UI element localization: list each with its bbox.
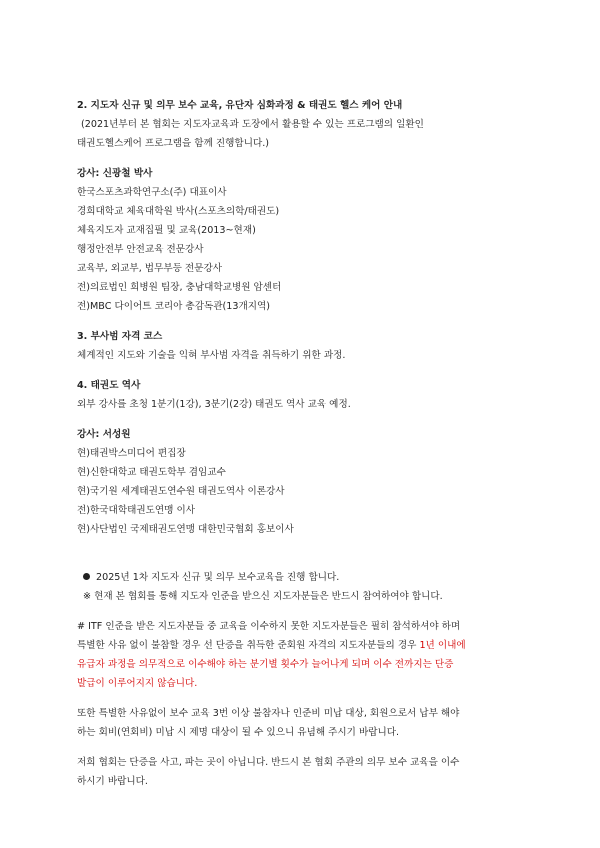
instructor-2-credential: 현)신한대학교 태권도학부 겸임교수 — [77, 467, 226, 478]
para-3-line-2: 하시기 바랍니다. — [77, 776, 148, 787]
instructor-1-credential: 경희대학교 체육대학원 박사(스포츠의학/태권도) — [77, 206, 280, 217]
instructor-1-credential: 행정안전부 안전교육 전문강사 — [77, 244, 204, 255]
para-1-line-2-text: 특별한 사유 없이 불참할 경우 선 단증을 취득한 준회원 자격의 지도자분들의 경우 — [77, 640, 420, 651]
instructor-2-credential: 현)사단법인 국제태권도연맹 대한민국협회 홍보이사 — [77, 524, 294, 535]
instructor-2-credential: 현)태권박스미디어 편집장 — [77, 448, 186, 459]
section-2-note-line-1: (2021년부터 본 협회는 지도자교육과 도장에서 활용할 수 있는 프로그램의 일환인 — [81, 119, 424, 130]
instructor-1-credential: 한국스포츠과학연구소(주) 대표이사 — [77, 187, 227, 198]
instructor-1-credential: 전)의료법인 희병원 팀장, 충남대학교병원 암센터 — [77, 282, 282, 293]
instructor-2-credential: 전)한국대학태권도연맹 이사 — [77, 505, 196, 516]
para-3-line-1: 저희 협회는 단증을 사고, 파는 곳이 아닙니다. 반드시 본 협회 주관의 의무 보수 교육을 이수 — [77, 757, 460, 768]
para-2-line-2: 하는 회비(연회비) 미납 시 제명 대상이 될 수 있으니 유념해 주시기 바랍니다. — [77, 727, 400, 738]
notice-bullet-line — [83, 568, 560, 587]
para-1-line-4: 발급이 이루어지지 않습니다. — [77, 678, 198, 689]
para-1-line-1: # ITF 인준을 받은 지도자분들 중 교육을 이수하지 못한 지도자분들은 필히 참석하셔야 하며 — [77, 621, 461, 632]
para-1-line-2 — [77, 636, 560, 655]
instructor-1-credential: 전)MBC 다이어트 코리아 총감독관(13개지역) — [77, 301, 270, 312]
instructor-1-credential: 체육지도자 교재집필 및 교육(2013~현재) — [77, 225, 256, 236]
notice-sub-line: ※ 현재 본 협회를 통해 지도자 인준을 받으신 지도자분들은 반드시 참여하여야 합니다. — [83, 591, 443, 602]
para-1-line-3: 유급자 과정을 의무적으로 이수해야 하는 분기별 횟수가 늘어나게 되며 이수 전까지는 단증 — [77, 659, 454, 670]
bullet-icon — [83, 573, 90, 580]
section-2-heading: 2. 지도자 신규 및 의무 보수 교육, 유단자 심화과정 & 태권도 헬스 케어 안내 — [77, 100, 403, 111]
para-2-line-1: 또한 특별한 사유없이 보수 교육 3번 이상 불참자나 인준비 미납 대상, 회원으로서 납부 해야 — [77, 708, 460, 719]
section-3-heading: 3. 부사범 자격 코스 — [77, 331, 163, 342]
section-3-text: 체계적인 지도와 기술을 익혀 부사범 자격을 취득하기 위한 과정. — [77, 350, 346, 361]
section-4-text: 외부 강사를 초청 1분기(1강), 3분기(2강) 태권도 역사 교육 예정. — [77, 399, 351, 410]
section-2-note-line-2: 태권도헬스케어 프로그램을 함께 진행합니다.) — [77, 138, 270, 149]
para-1-line-2-highlight: 1년 이내에 — [419, 640, 466, 651]
instructor-2-credential: 현)국기원 세계태권도연수원 태권도역사 이론강사 — [77, 486, 285, 497]
instructor-1-credential: 교육부, 외교부, 법무부등 전문강사 — [77, 263, 222, 274]
instructor-1-heading: 강사: 신광철 박사 — [77, 168, 153, 179]
notice-bullet-text: 2025년 1차 지도자 신규 및 의무 보수교육을 진행 합니다. — [96, 572, 340, 583]
section-4-heading: 4. 태권도 역사 — [77, 380, 141, 391]
instructor-2-heading: 강사: 서성원 — [77, 429, 131, 440]
